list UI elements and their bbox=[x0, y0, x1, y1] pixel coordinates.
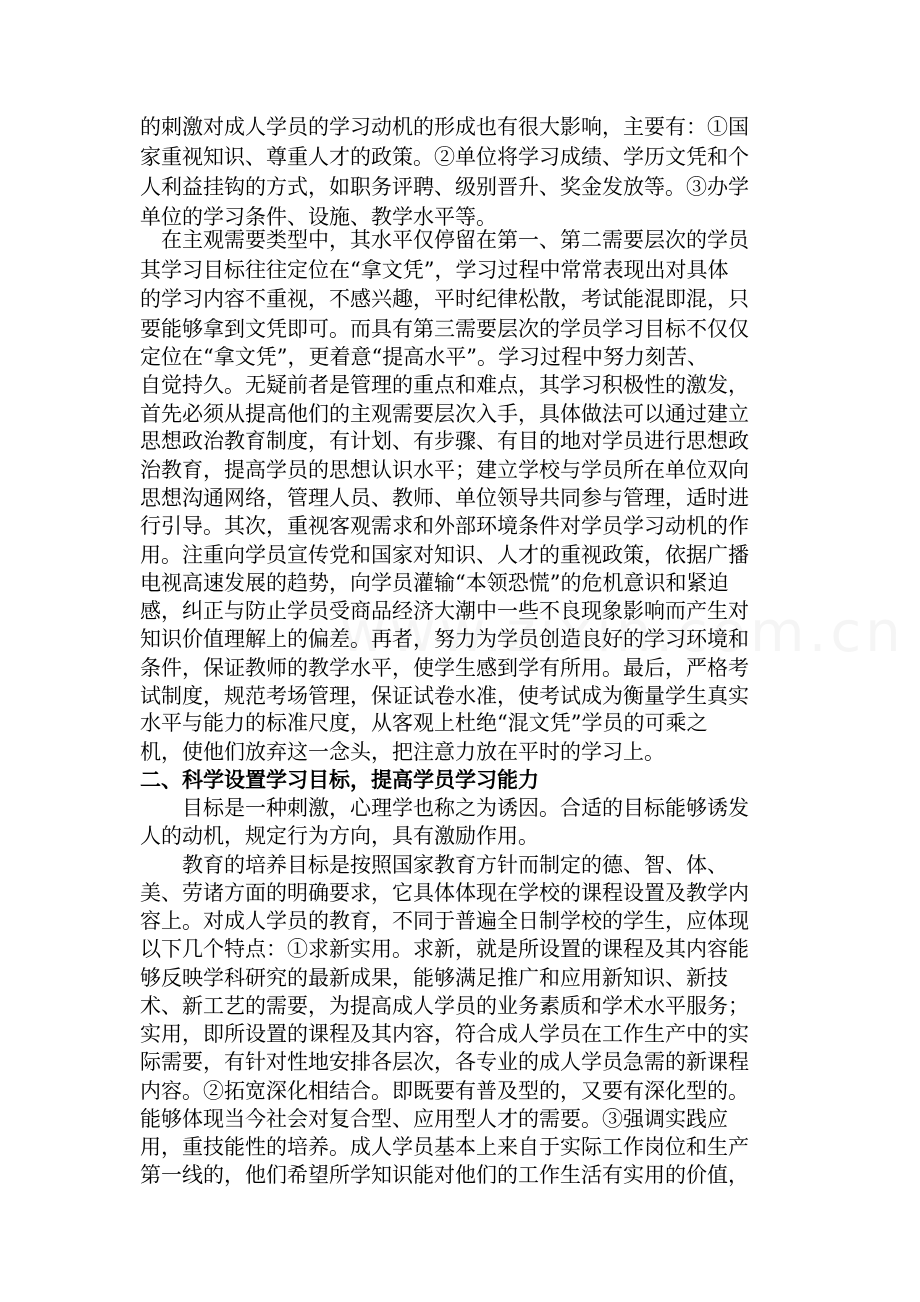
text-line: 思想政治教育制度，有计划、有步骤、有目的地对学员进行思想政 bbox=[140, 429, 749, 453]
text-line: 定位在“拿文凭”，更着意“提高水平”。学习过程中努力刻苦、 bbox=[140, 345, 708, 369]
text-line: 机，使他们放弃这一念头，把注意力放在平时的学习上。 bbox=[140, 740, 665, 764]
text-line: 行引导。其次，重视客观需求和外部环境条件对学员学习动机的作 bbox=[140, 514, 749, 538]
section-heading: 二、科学设置学习目标，提高学员学习能力 bbox=[140, 767, 539, 792]
text-line: 试制度，规范考场管理，保证试卷水准，使考试成为衡量学生真实 bbox=[140, 684, 749, 708]
text-line: 的学习内容不重视，不感兴趣，平时纪律松散，考试能混即混，只 bbox=[140, 287, 749, 311]
text-line: 容上。对成人学员的教育，不同于普遍全日制学校的学生，应体现 bbox=[140, 909, 749, 933]
text-line: 际需要，有针对性地安排各层次，各专业的成人学员急需的新课程 bbox=[140, 1050, 749, 1074]
text-line: 自觉持久。无疑前者是管理的重点和难点，其学习积极性的激发， bbox=[140, 373, 749, 397]
text-line: 美、劳诸方面的明确要求，它具体体现在学校的课程设置及教学内 bbox=[140, 881, 749, 905]
text-line: 用，重技能性的培养。成人学员基本上来自于实际工作岗位和生产 bbox=[140, 1135, 749, 1159]
text-line: 内容。②拓宽深化相结合。即既要有普及型的，又要有深化型的。 bbox=[140, 1079, 749, 1103]
text-line: 家重视知识、尊重人才的政策。②单位将学习成绩、学历文凭和个 bbox=[140, 145, 749, 169]
text-line: 知识价值理解上的偏差。再者，努力为学员创造良好的学习环境和 bbox=[140, 627, 749, 651]
text-line: 以下几个特点：①求新实用。求新，就是所设置的课程及其内容能 bbox=[140, 937, 749, 961]
text-line: 电视高速发展的趋势，向学员灌输“本领恐慌”的危机意识和紧迫 bbox=[140, 571, 729, 595]
text-line: 人的动机，规定行为方向，具有激励作用。 bbox=[140, 824, 539, 848]
text-line: 水平与能力的标准尺度，从客观上杜绝“混文凭”学员的可乘之 bbox=[140, 711, 708, 735]
text-line: 实用，即所设置的课程及其内容，符合成人学员在工作生产中的实 bbox=[140, 1022, 749, 1046]
text-line: 术、新工艺的需要，为提高成人学员的业务素质和学术水平服务； bbox=[140, 994, 749, 1018]
text-line: 能够体现当今社会对复合型、应用型人才的需要。③强调实践应 bbox=[140, 1107, 728, 1131]
text-line: 首先必须从提高他们的主观需要层次入手，具体做法可以通过建立 bbox=[140, 402, 749, 426]
text-line: 单位的学习条件、设施、教学水平等。 bbox=[140, 205, 497, 229]
text-line: 第一线的，他们希望所学知识能对他们的工作生活有实用的价值， bbox=[140, 1163, 749, 1187]
text-line: 目标是一种刺激，心理学也称之为诱因。合适的目标能够诱发 bbox=[140, 796, 749, 820]
text-line: 治教育，提高学员的思想认识水平；建立学校与学员所在单位双向 bbox=[140, 458, 749, 482]
text-line: 在主观需要类型中，其水平仅停留在第一、第二需要层次的学员 bbox=[140, 228, 749, 252]
text-line: 教育的培养目标是按照国家教育方针而制定的德、智、体、 bbox=[140, 853, 728, 877]
text-line: 条件，保证教师的教学水平，使学生感到学有所用。最后，严格考 bbox=[140, 656, 749, 680]
text-line: 够反映学科研究的最新成果，能够满足推广和应用新知识、新技 bbox=[140, 966, 728, 990]
text-line: 其学习目标往往定位在“拿文凭”，学习过程中常常表现出对具体 bbox=[140, 258, 729, 282]
text-line: 的刺激对成人学员的学习动机的形成也有很大影响，主要有：①国 bbox=[140, 115, 749, 139]
text-line: 要能够拿到文凭即可。而具有第三需要层次的学员学习目标不仅仅 bbox=[140, 317, 749, 341]
text-line: 感，纠正与防止学员受商品经济大潮中一些不良现象影响而产生对 bbox=[140, 599, 749, 623]
text-line: 思想沟通网络，管理人员、教师、单位领导共同参与管理，适时进 bbox=[140, 486, 749, 510]
text-line: 用。注重向学员宣传党和国家对知识、人才的重视政策，依据广播 bbox=[140, 543, 749, 567]
text-line: 人利益挂钩的方式，如职务评聘、级别晋升、奖金发放等。③办学 bbox=[140, 175, 749, 199]
